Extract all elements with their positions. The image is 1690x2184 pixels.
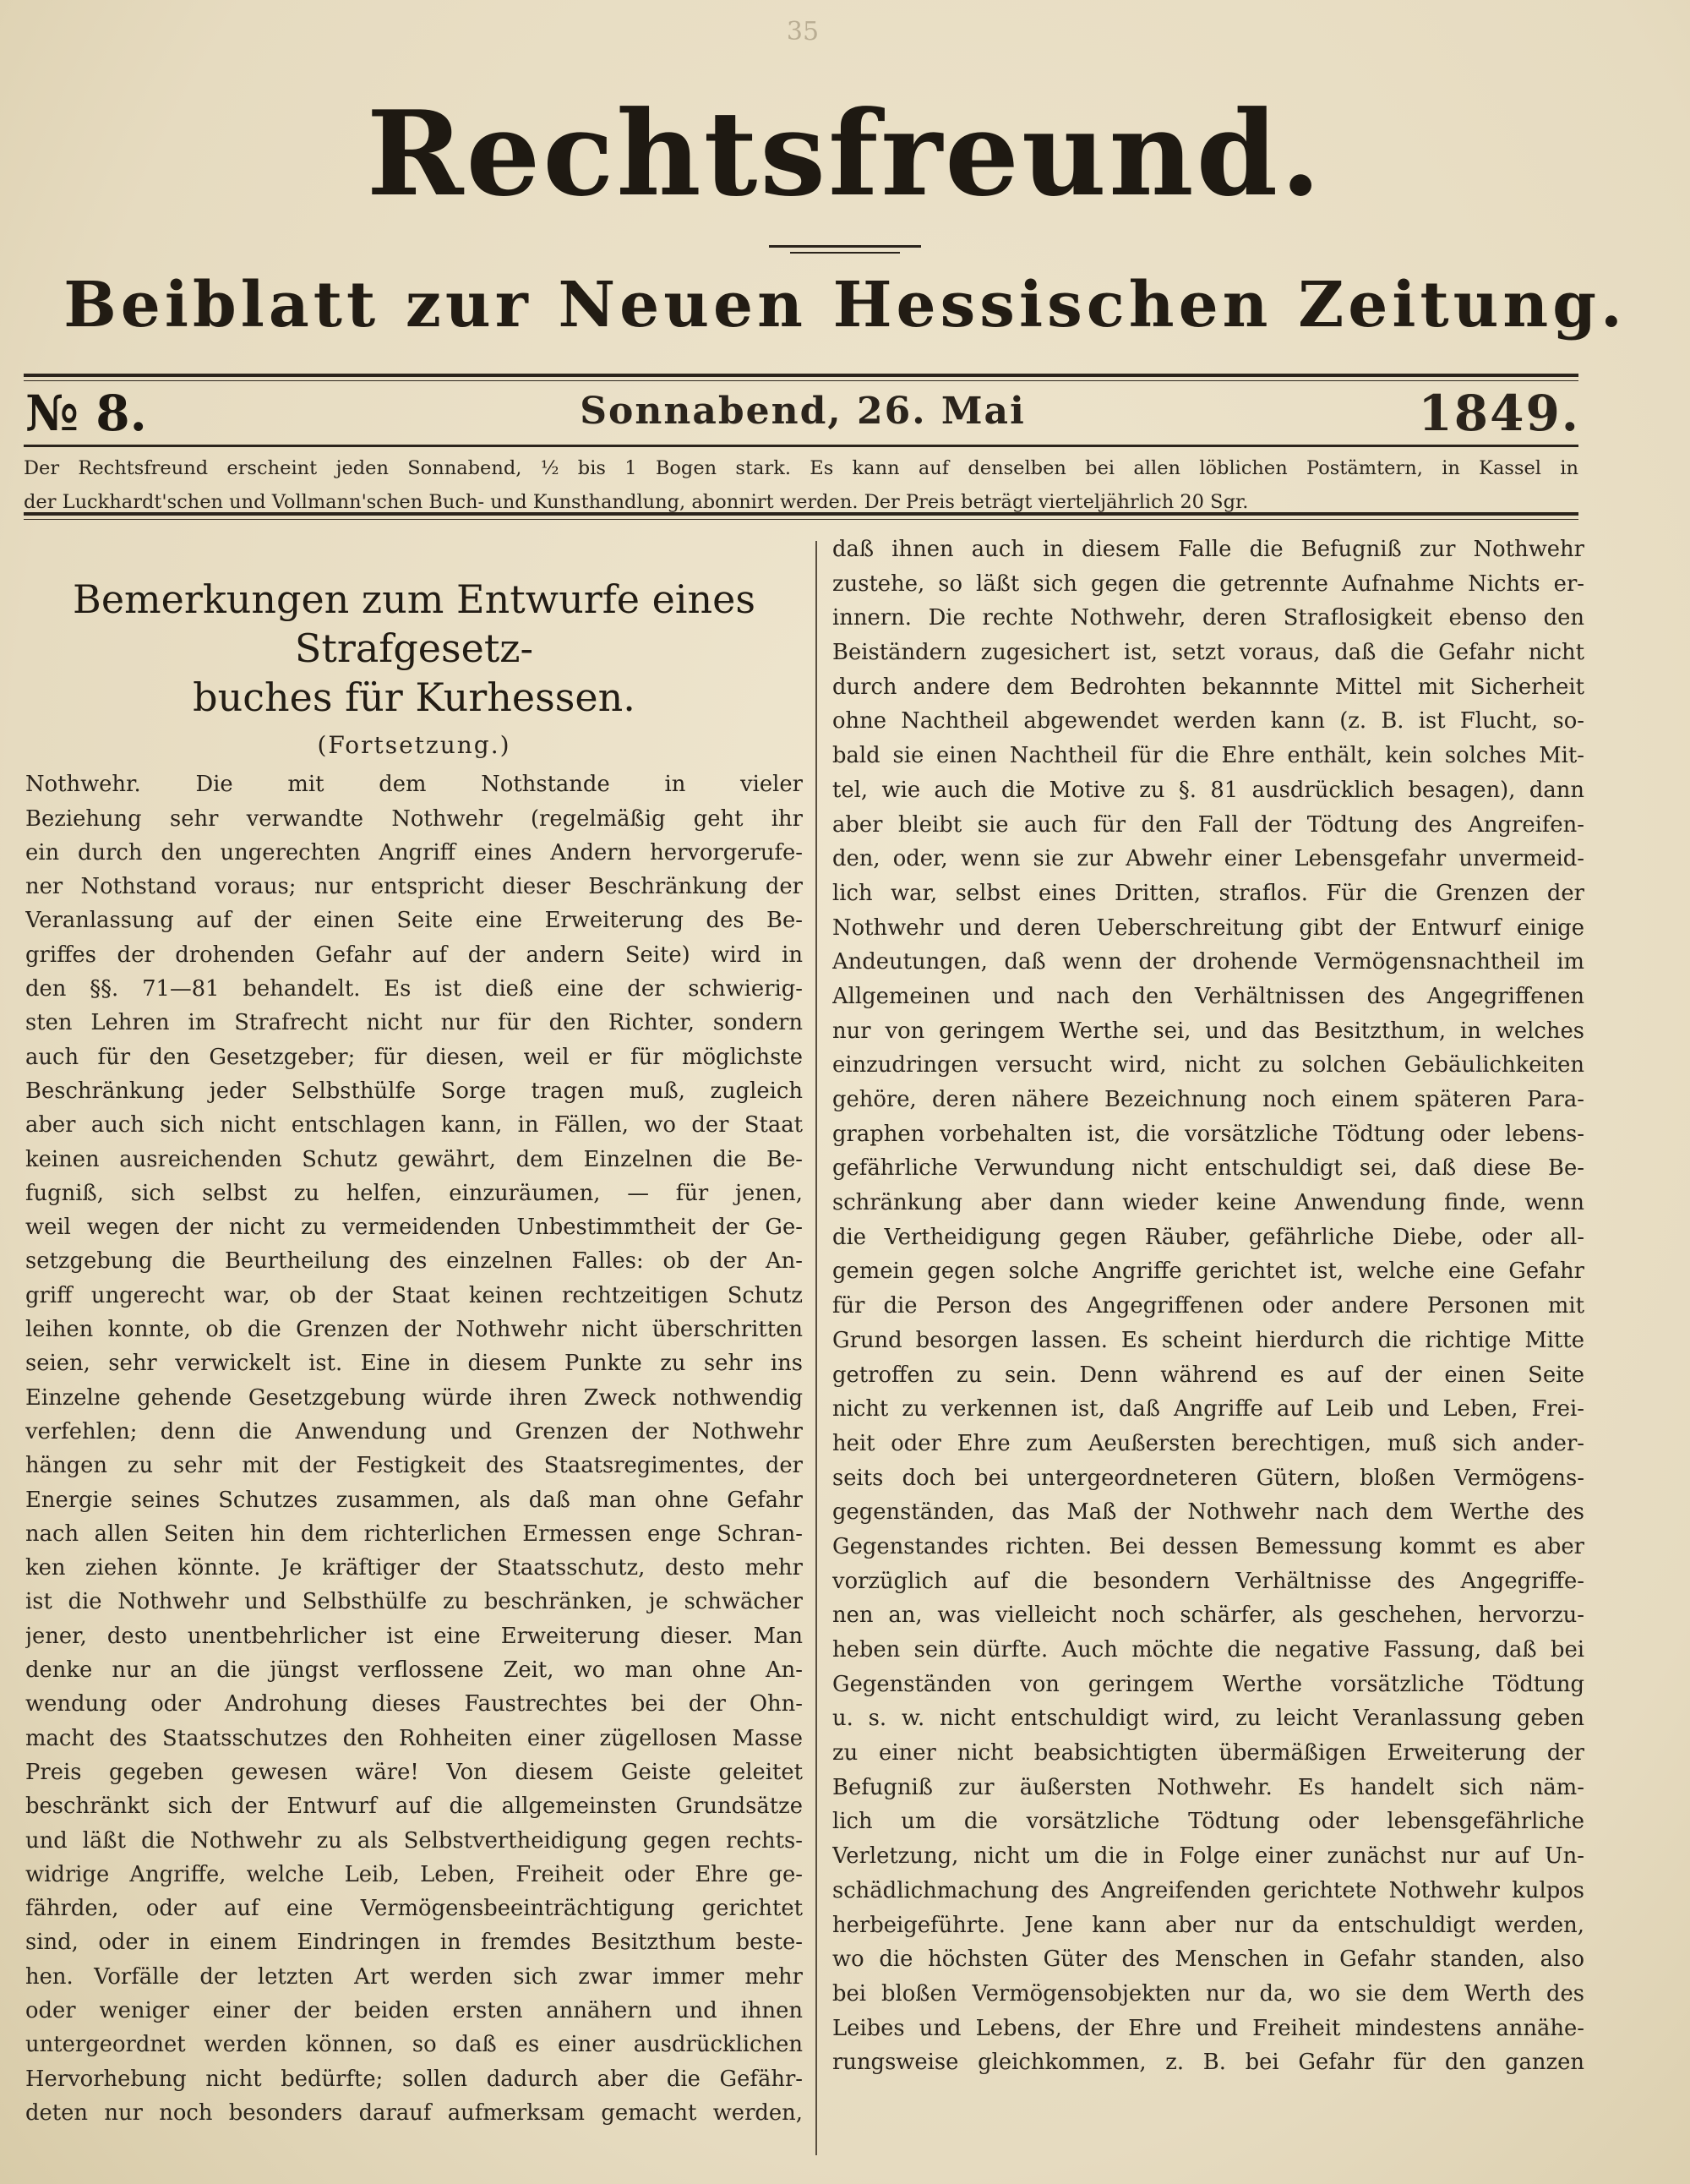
text-line: beschränkt sich der Entwurf auf die allgemeinsten Grundsätze [25, 1794, 803, 1820]
text-line: ein durch den ungerechten Angriff eines Andern hervorgerufe- [25, 839, 803, 865]
header-rule-top-thin [24, 380, 1578, 381]
text-line: nicht zu verkennen ist, daß Angriffe auf Leib und Leben, Frei- [832, 1396, 1584, 1422]
text-line: gefährliche Verwundung nicht entschuldigt sei, daß diese Be- [832, 1155, 1584, 1182]
text-line: bald sie einen Nachtheil für die Ehre enthält, kein solches Mit- [832, 743, 1584, 769]
text-line: schädlichmachung des Angreifenden gerichtete Nothwehr kulpos [832, 1877, 1584, 1903]
text-line: deten nur noch besonders darauf aufmerksam gemacht werden, [25, 2099, 803, 2126]
page-number: 35 [786, 17, 820, 46]
text-line: tel, wie auch die Motive zu §. 81 ausdrücklich besagen), dann [832, 777, 1584, 803]
text-line: den, oder, wenn sie zur Abwehr einer Lebensgefahr unvermeid- [832, 846, 1584, 872]
text-line: zu einer nicht beabsichtigten übermäßigen Erweiterung der [832, 1740, 1584, 1766]
text-line: einzudringen versucht wird, nicht zu solchen Gebäulichkeiten [832, 1052, 1584, 1078]
text-line: sten Lehren im Strafrecht nicht nur für den Richter, sondern [25, 1010, 803, 1036]
text-line: Nothwehr. Die mit dem Nothstande in vieler [25, 772, 803, 798]
issue-date: Sonnabend, 26. Mai [580, 390, 1026, 433]
text-line: gemein gegen solche Angriffe gerichtet ist, welche eine Gefahr [832, 1259, 1584, 1285]
text-line: setzgebung die Beurtheilung des einzelnen Falles: ob der An- [25, 1248, 803, 1275]
text-line: ner Nothstand voraus; nur entspricht dieser Beschränkung der [25, 874, 803, 900]
issue-year: 1849. [1418, 385, 1580, 442]
text-line: rungsweise gleichkommen, z. B. bei Gefahr für den ganzen [832, 2050, 1584, 2076]
text-line: untergeordnet werden können, so daß es einer ausdrücklichen [25, 2032, 803, 2058]
text-line: herbeigeführte. Jene kann aber nur da entschuldigt werden, [832, 1912, 1584, 1938]
text-line: Andeutungen, daß wenn der drohende Vermögensnachtheil im [832, 949, 1584, 975]
text-line: hen. Vorfälle der letzten Art werden sich zwar immer mehr [25, 1963, 803, 1990]
text-line: ken ziehen könnte. Je kräftiger der Staatsschutz, desto mehr [25, 1555, 803, 1581]
subscription-line: Der Rechtsfreund erscheint jeden Sonnabend, ½ bis 1 Bogen stark. Es kann auf denselben bei allen löblichen Postämtern, in Kassel in [24, 457, 1578, 479]
text-line: den §§. 71—81 behandelt. Es ist dieß eine der schwierig- [25, 976, 803, 1002]
text-line: nen an, was vielleicht noch schärfer, als geschehen, hervorzu- [832, 1603, 1584, 1629]
text-line: wendung oder Androhung dieses Faustrechtes bei der Ohn- [25, 1691, 803, 1717]
text-line: für die Person des Angegriffenen oder andere Personen mit [832, 1293, 1584, 1319]
text-line: oder weniger einer der beiden ersten annähern und ihnen [25, 1997, 803, 2023]
text-line: Befugniß zur äußersten Nothwehr. Es handelt sich näm- [832, 1774, 1584, 1800]
column-divider [815, 541, 817, 2155]
text-line: ist die Nothwehr und Selbsthülfe zu beschränken, je schwächer [25, 1589, 803, 1615]
article-continuation: (Fortsetzung.) [317, 731, 511, 759]
masthead-rule-lower [790, 252, 900, 254]
text-line: und läßt die Nothwehr zu als Selbstvertheidigung gegen rechts- [25, 1827, 803, 1854]
left-column-text [25, 767, 803, 2130]
text-line: Hervorhebung nicht bedürfte; sollen dadurch aber die Gefähr- [25, 2066, 803, 2092]
header-rule-bottom-thin [24, 519, 1578, 520]
text-line: jener, desto unentbehrlicher ist eine Erweiterung dieser. Man [25, 1623, 803, 1649]
masthead-rule [769, 245, 921, 248]
text-line: verfehlen; denn die Anwendung und Grenzen der Nothwehr [25, 1418, 803, 1444]
text-line: widrige Angriffe, welche Leib, Leben, Freiheit oder Ehre ge- [25, 1861, 803, 1887]
text-line: seits doch bei untergeordneteren Gütern, bloßen Vermögens- [832, 1465, 1584, 1491]
text-line: aber auch sich nicht entschlagen kann, in Fällen, wo der Staat [25, 1112, 803, 1138]
text-line: gehöre, deren nähere Bezeichnung noch einem späteren Para- [832, 1087, 1584, 1112]
text-line: nur von geringem Werthe sei, und das Besitzthum, in welches [832, 1018, 1584, 1044]
text-line: Beschränkung jeder Selbsthülfe Sorge tragen muß, zugleich [25, 1078, 803, 1104]
text-line: graphen vorbehalten ist, die vorsätzliche Tödtung oder lebens- [832, 1121, 1584, 1147]
text-line: heit oder Ehre zum Aeußersten berechtigen, muß sich ander- [832, 1430, 1584, 1456]
text-line: weil wegen der nicht zu vermeidenden Unbestimmtheit der Ge- [25, 1215, 803, 1241]
text-line: griff ungerecht war, ob der Staat keinen rechtzeitigen Schutz [25, 1282, 803, 1308]
right-column-text [832, 532, 1584, 2080]
text-line: Energie seines Schutzes zusammen, als daß man ohne Gefahr [25, 1487, 803, 1513]
text-line: vorzüglich auf die besondern Verhältnisse des Angegriffe- [832, 1568, 1584, 1594]
left-column [25, 541, 803, 2130]
text-line: Allgemeinen und nach den Verhältnissen des Angegriffenen [832, 983, 1584, 1009]
text-line: seien, sehr verwickelt ist. Eine in diesem Punkte zu sehr ins [25, 1351, 803, 1377]
subscription-line: der Luckhardt'schen und Vollmann'schen Buch- und Kunsthandlung, abonnirt werden. Der Preis beträgt vierteljährlich 20 Sgr. [24, 491, 1249, 514]
text-line: griffes der drohenden Gefahr auf der andern Seite) wird in [25, 942, 803, 968]
article-title [25, 575, 803, 722]
text-line: Gegenständen von geringem Werthe vorsätzliche Tödtung [832, 1671, 1584, 1697]
right-column [832, 532, 1584, 2080]
text-line: fugniß, sich selbst zu helfen, einzuräumen, — für jenen, [25, 1180, 803, 1206]
article-title-line: Bemerkungen zum Entwurfe eines Strafgesetz- [73, 576, 755, 671]
text-line: schränkung aber dann wieder keine Anwendung finde, wenn [832, 1190, 1584, 1216]
text-line: Veranlassung auf der einen Seite eine Erweiterung des Be- [25, 908, 803, 934]
text-line: Verletzung, nicht um die in Folge einer zunächst nur auf Un- [832, 1843, 1584, 1870]
text-line: u. s. w. nicht entschuldigt wird, zu leicht Veranlassung geben [832, 1706, 1584, 1732]
text-line: daß ihnen auch in diesem Falle die Befugniß zur Nothwehr [832, 537, 1584, 562]
text-line: wo die höchsten Güter des Menschen in Gefahr standen, also [832, 1946, 1584, 1973]
text-line: sind, oder in einem Eindringen in fremdes Besitzthum beste- [25, 1930, 803, 1956]
text-line: zustehe, so läßt sich gegen die getrennte Aufnahme Nichts er- [832, 571, 1584, 597]
text-line: getroffen zu sein. Denn während es auf der einen Seite [832, 1362, 1584, 1388]
text-line: gegenständen, das Maß der Nothwehr nach dem Werthe des [832, 1499, 1584, 1526]
text-line: denke nur an die jüngst verflossene Zeit, wo man ohne An- [25, 1657, 803, 1684]
text-line: macht des Staatsschutzes den Rohheiten einer zügellosen Masse [25, 1725, 803, 1751]
text-line: Beiständern zugesichert ist, setzt voraus, daß die Gefahr nicht [832, 640, 1584, 666]
text-line: nach allen Seiten hin dem richterlichen Ermessen enge Schran- [25, 1521, 803, 1547]
text-line: auch für den Gesetzgeber; für diesen, weil er für möglichste [25, 1044, 803, 1070]
text-line: Leibes und Lebens, der Ehre und Freiheit mindestens annähe- [832, 2015, 1584, 2041]
issue-number: № 8. [25, 385, 147, 442]
text-line: lich war, selbst eines Dritten, straflos. Für die Grenzen der [832, 880, 1584, 906]
article-title-line: buches für Kurhessen. [193, 674, 635, 720]
masthead-title: Rechtsfreund. [366, 85, 1324, 222]
text-line: fährden, oder auf eine Vermögensbeeinträchtigung gerichtet [25, 1896, 803, 1922]
text-line: Gegenstandes richten. Bei dessen Bemessung kommt es aber [832, 1533, 1584, 1559]
text-line: Einzelne gehende Gesetzgebung würde ihren Zweck nothwendig [25, 1384, 803, 1411]
text-line: lich um die vorsätzliche Tödtung oder lebensgefährliche [832, 1809, 1584, 1835]
text-line: hängen zu sehr mit der Festigkeit des Staatsregimentes, der [25, 1453, 803, 1479]
header-rule-top [24, 374, 1578, 377]
text-line: die Vertheidigung gegen Räuber, gefährliche Diebe, oder all- [832, 1224, 1584, 1250]
text-line: durch andere dem Bedrohten bekannnte Mittel mit Sicherheit [832, 674, 1584, 700]
header-rule-middle [24, 445, 1578, 447]
text-line: Nothwehr und deren Ueberschreitung gibt der Entwurf einige [832, 915, 1584, 941]
text-line: Beziehung sehr verwandte Nothwehr (regelmäßig geht ihr [25, 805, 803, 832]
text-line: bei bloßen Vermögensobjekten nur da, wo sie dem Werth des [832, 1980, 1584, 2007]
header-rule-bottom [24, 512, 1578, 516]
text-line: aber bleibt sie auch für den Fall der Tödtung des Angreifen- [832, 811, 1584, 838]
text-line: keinen ausreichenden Schutz gewährt, dem Einzelnen die Be- [25, 1146, 803, 1172]
text-line: innern. Die rechte Nothwehr, deren Straflosigkeit ebenso den [832, 605, 1584, 631]
text-line: ohne Nachtheil abgewendet werden kann (z. B. ist Flucht, so- [832, 708, 1584, 734]
text-line: Grund besorgen lassen. Es scheint hierdurch die richtige Mitte [832, 1327, 1584, 1353]
masthead-subtitle: Beiblatt zur Neuen Hessischen Zeitung. [63, 269, 1627, 341]
issue-info-row [25, 385, 1580, 442]
text-line: heben sein dürfte. Auch möchte die negative Fassung, daß bei [832, 1637, 1584, 1663]
text-line: leihen konnte, ob die Grenzen der Nothwehr nicht überschritten [25, 1317, 803, 1343]
text-line: Preis gegeben gewesen wäre! Von diesem Geiste geleitet [25, 1759, 803, 1785]
